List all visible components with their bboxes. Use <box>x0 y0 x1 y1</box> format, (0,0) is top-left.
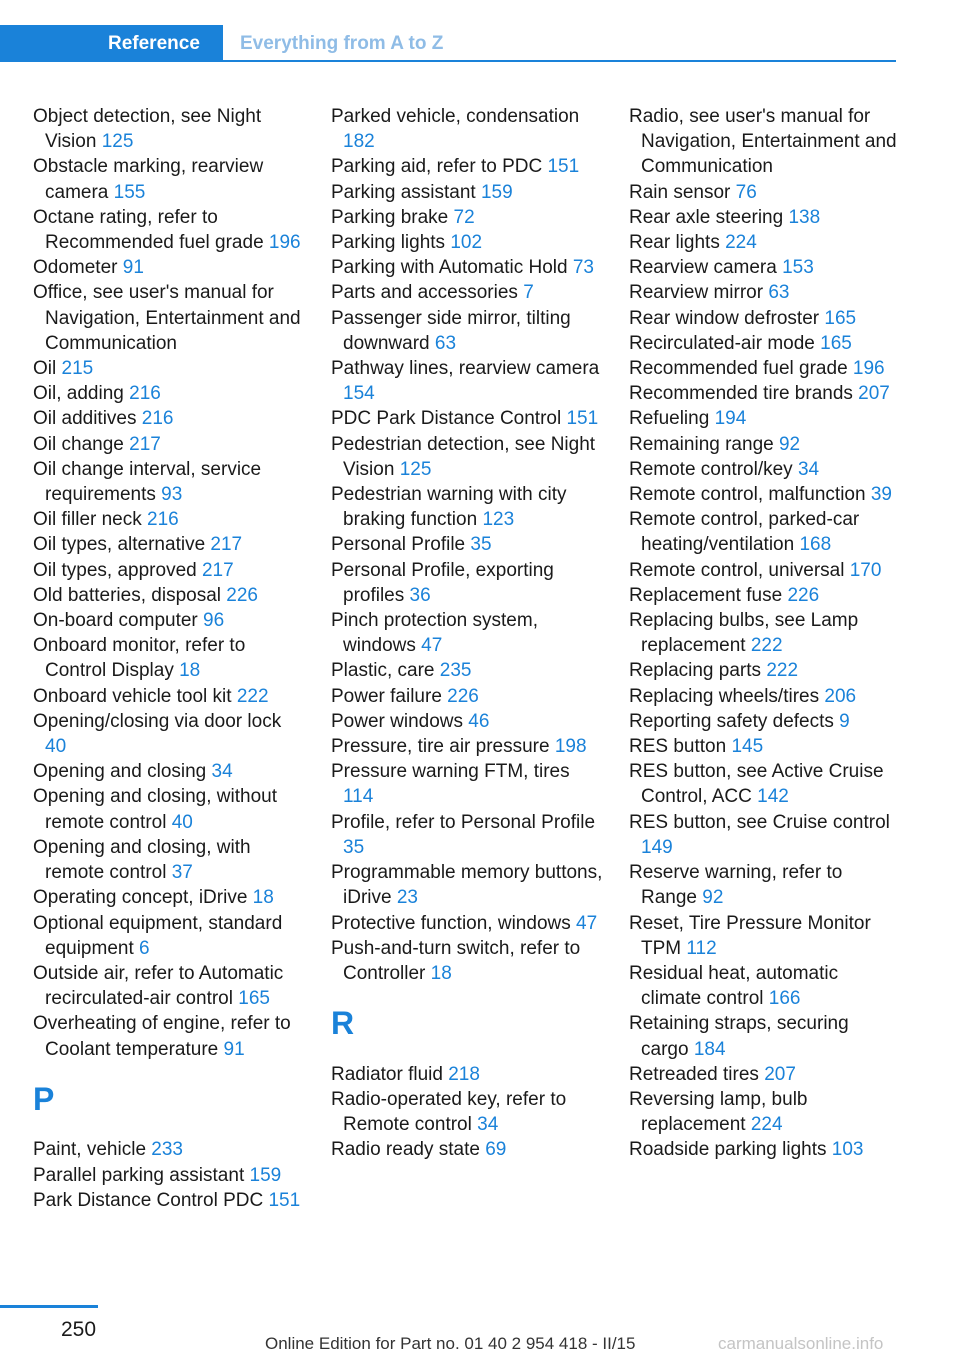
index-entry <box>629 1011 901 1061</box>
index-term: Recirculated-air mode <box>629 332 815 354</box>
page-link[interactable]: 218 <box>448 1063 480 1085</box>
index-entry <box>33 961 303 1011</box>
index-term: Push-and-turn switch, refer to Controller <box>331 937 581 984</box>
page-link[interactable]: 92 <box>778 433 801 455</box>
index-term: Reversing lamp, bulb replacement <box>629 1088 808 1136</box>
index-term: Pinch protection system, windows <box>331 610 538 657</box>
page-link[interactable]: 155 <box>113 181 146 203</box>
page-link[interactable]: 142 <box>757 786 789 808</box>
page-link[interactable]: 165 <box>820 332 852 354</box>
page-link[interactable]: 217 <box>210 534 243 556</box>
index-entry <box>33 684 303 709</box>
index-term: Octane rating, refer to Recommended fuel grade <box>33 206 264 254</box>
index-term: Retaining straps, securing cargo <box>629 1013 849 1060</box>
index-entry <box>629 911 901 961</box>
index-term: Operating concept, iDrive <box>33 887 248 909</box>
index-entry <box>331 810 603 860</box>
index-term: Onboard monitor, refer to Control Display <box>33 635 246 682</box>
index-term: Oil types, approved <box>33 559 197 581</box>
index-term: Pressure, tire air pressure <box>331 736 550 758</box>
page-link[interactable]: 112 <box>686 937 717 959</box>
index-entry <box>629 205 901 230</box>
index-entry <box>331 709 603 734</box>
index-term: Oil <box>33 358 57 380</box>
index-term: Onboard vehicle tool kit <box>33 685 232 707</box>
index-term: Power windows <box>331 710 463 732</box>
page-link[interactable]: 151 <box>566 408 599 430</box>
page-link[interactable]: 76 <box>735 181 757 203</box>
index-entry <box>33 381 303 406</box>
index-entry <box>33 432 303 457</box>
page-link[interactable]: 149 <box>641 836 673 858</box>
page-link[interactable]: 37 <box>171 862 193 884</box>
page-link[interactable]: 6 <box>139 937 150 959</box>
page-link[interactable]: 40 <box>171 811 193 833</box>
index-term: Rear lights <box>629 232 720 254</box>
page-link[interactable]: 216 <box>141 408 174 430</box>
edition-line: Online Edition for Part no. 01 40 2 954 418 - II/15 <box>265 1334 636 1353</box>
index-term: Optional equipment, standard equipment <box>33 912 283 959</box>
page-link[interactable]: 92 <box>702 887 724 909</box>
page-link[interactable]: 103 <box>831 1139 864 1161</box>
index-term: Radio ready state <box>331 1139 480 1161</box>
page-number: 250 <box>61 1318 97 1341</box>
index-term: Programmable memory buttons, iDrive <box>331 862 603 909</box>
index-term: RES button, see Cruise control <box>629 811 890 833</box>
index-entry <box>629 180 901 205</box>
index-entry <box>629 684 901 709</box>
index-entry <box>629 709 901 734</box>
index-entry <box>33 608 303 633</box>
index-term: Rain sensor <box>629 181 731 203</box>
index-term: Opening and closing <box>33 761 207 783</box>
index-entry <box>331 306 603 356</box>
page-link[interactable]: 196 <box>852 358 885 380</box>
page-link[interactable]: 9 <box>839 710 850 732</box>
page-link[interactable]: 151 <box>268 1189 301 1211</box>
page-link[interactable]: 154 <box>343 383 375 405</box>
page-link[interactable]: 159 <box>480 181 513 203</box>
index-entry <box>629 230 901 255</box>
index-term: RES button <box>629 736 727 758</box>
index-letter-heading: P <box>33 1080 55 1117</box>
index-term: Overheating of engine, refer to Coolant temperature <box>33 1013 291 1060</box>
page-header <box>0 25 896 62</box>
page-link[interactable]: 114 <box>343 786 374 808</box>
index-term: Power failure <box>331 685 442 707</box>
index-term: Replacing wheels/tires <box>629 685 820 707</box>
page-link[interactable]: 102 <box>450 232 483 254</box>
index-term: Reset, Tire Pressure Monitor TPM <box>629 912 871 959</box>
page-link[interactable]: 7 <box>523 282 534 304</box>
page-link[interactable]: 18 <box>179 660 201 682</box>
page-link[interactable]: 226 <box>226 584 258 606</box>
page-link[interactable]: 40 <box>45 736 67 758</box>
index-entry <box>33 835 303 885</box>
index-entry <box>331 280 603 305</box>
footer-rule <box>0 1305 98 1308</box>
index-entry <box>33 1188 303 1213</box>
index-entry <box>331 180 603 205</box>
page-link[interactable]: 217 <box>129 433 161 455</box>
page-link[interactable]: 166 <box>768 988 801 1010</box>
page-link[interactable]: 222 <box>236 685 269 707</box>
index-column-2 <box>331 104 603 1163</box>
index-entry <box>331 356 603 406</box>
index-term: Parked vehicle, condensation <box>331 106 580 127</box>
page-link[interactable]: 233 <box>151 1139 183 1161</box>
page-link[interactable]: 165 <box>238 988 270 1010</box>
page-link[interactable]: 125 <box>101 131 134 153</box>
page-link[interactable]: 69 <box>485 1139 507 1161</box>
index-term: Roadside parking lights <box>629 1139 827 1161</box>
index-term: Remote control, parked-car heating/ventilation <box>629 509 860 556</box>
section-tab-reference[interactable]: Reference <box>0 25 223 62</box>
page-link[interactable]: 145 <box>731 736 764 758</box>
index-entry <box>331 860 603 910</box>
page-link[interactable]: 235 <box>439 660 472 682</box>
index-entry <box>629 860 901 910</box>
page-link[interactable]: 18 <box>430 962 452 984</box>
page-link[interactable]: 63 <box>434 332 457 354</box>
index-column-1 <box>33 104 303 1213</box>
index-term: Oil change interval, service requirements <box>33 458 262 506</box>
index-term: Remote control, malfunction <box>629 484 866 506</box>
index-entry <box>33 709 303 759</box>
page-link[interactable]: 206 <box>824 685 857 707</box>
index-entry <box>331 104 603 154</box>
index-entry <box>629 810 901 860</box>
page-link[interactable]: 47 <box>421 635 443 657</box>
index-entry <box>629 356 901 381</box>
index-term: Pedestrian warning with city braking function <box>331 484 567 531</box>
page-link[interactable]: 222 <box>766 660 799 682</box>
index-entry <box>331 658 603 683</box>
index-term: Rear window defroster <box>629 307 820 329</box>
page-link[interactable]: 18 <box>252 887 274 909</box>
page-link[interactable]: 73 <box>572 257 594 279</box>
index-entry <box>629 1062 901 1087</box>
page-link[interactable]: 207 <box>764 1063 796 1085</box>
index-entry <box>33 255 303 280</box>
index-entry <box>33 784 303 834</box>
index-term: Protective function, windows <box>331 912 571 934</box>
page-link[interactable]: 34 <box>477 1114 499 1136</box>
index-term: Opening and closing, with remote control <box>33 836 251 884</box>
index-entry <box>629 961 901 1011</box>
index-term: Pedestrian detection, see Night Vision <box>331 433 596 480</box>
index-term: Personal Profile <box>331 534 466 556</box>
index-term: Recommended fuel grade <box>629 358 848 380</box>
index-entry <box>331 911 603 936</box>
index-term: Oil, adding <box>33 383 124 405</box>
page-link[interactable]: 47 <box>576 912 598 934</box>
index-entry <box>629 1087 901 1137</box>
page-link[interactable]: 35 <box>470 534 492 556</box>
page-link[interactable]: 36 <box>409 584 431 606</box>
page-link[interactable]: 182 <box>343 131 375 153</box>
page-link[interactable]: 224 <box>725 232 757 254</box>
index-entry <box>33 759 303 784</box>
subsection-title: Everything from A to Z <box>240 33 444 54</box>
index-entry <box>33 457 303 507</box>
index-entry <box>33 104 303 154</box>
page-link[interactable]: 196 <box>268 232 301 254</box>
index-entry <box>629 583 901 608</box>
index-entry <box>629 608 901 658</box>
index-entry <box>629 104 901 180</box>
index-term: Parallel parking assistant <box>33 1164 245 1186</box>
index-entry <box>331 1062 603 1087</box>
index-entry <box>33 205 303 255</box>
page-link[interactable]: 39 <box>870 484 892 506</box>
index-term: Replacement fuse <box>629 584 783 606</box>
index-entry <box>33 154 303 204</box>
page-link[interactable]: 222 <box>750 635 783 657</box>
index-term: Radio, see user's manual for Navigation, Entertainment and Communication <box>629 106 897 178</box>
index-entry <box>33 1137 303 1162</box>
page-link[interactable]: 151 <box>547 156 580 178</box>
index-term: Parking lights <box>331 232 446 254</box>
index-term: Reserve warning, refer to Range <box>629 862 843 909</box>
page-link[interactable]: 198 <box>554 736 587 758</box>
index-entry <box>629 457 901 482</box>
index-term: Reporting safety defects <box>629 710 834 732</box>
index-term: Rear axle steering <box>629 206 784 228</box>
index-term: Retreaded tires <box>629 1063 759 1085</box>
header-rule <box>223 60 896 62</box>
index-term: Pressure warning FTM, tires <box>331 761 570 783</box>
index-entry <box>629 381 901 406</box>
index-entry <box>331 734 603 759</box>
index-entry <box>33 1163 303 1188</box>
page-link[interactable]: 165 <box>824 307 857 329</box>
index-term: Passenger side mirror, tilting downward <box>331 307 571 354</box>
index-entry <box>331 1087 603 1137</box>
index-term: Oil change <box>33 433 124 455</box>
page-link[interactable]: 226 <box>787 584 820 606</box>
page-link[interactable]: 226 <box>447 685 479 707</box>
page-link[interactable]: 72 <box>453 206 475 228</box>
index-term: Radiator fluid <box>331 1063 443 1085</box>
index-entry <box>331 230 603 255</box>
index-term: Parking aid, refer to PDC <box>331 156 543 178</box>
index-entry <box>33 356 303 381</box>
index-entry <box>33 558 303 583</box>
index-term: Oil types, alternative <box>33 534 206 556</box>
index-entry <box>331 608 603 658</box>
page-link[interactable]: 35 <box>343 836 365 858</box>
page-link[interactable]: 224 <box>750 1114 783 1136</box>
page-link[interactable]: 34 <box>797 458 820 480</box>
index-term: Oil filler neck <box>33 509 142 531</box>
index-term: Parts and accessories <box>331 282 518 304</box>
index-entry <box>331 532 603 557</box>
index-entry <box>629 406 901 431</box>
index-column-3 <box>629 104 901 1163</box>
index-term: Radio-operated key, refer to Remote control <box>331 1088 567 1136</box>
page-link[interactable]: 91 <box>122 257 144 279</box>
index-term: Opening and closing, without remote control <box>33 786 277 833</box>
index-term: Residual heat, automatic climate control <box>629 962 839 1010</box>
index-entry <box>629 432 901 457</box>
index-entry <box>331 558 603 608</box>
page-link[interactable]: 159 <box>249 1164 282 1186</box>
index-term: Park Distance Control PDC <box>33 1189 264 1211</box>
index-entry <box>331 482 603 532</box>
index-letter-heading: R <box>331 1005 355 1042</box>
page-link[interactable]: 217 <box>201 559 234 581</box>
index-entry <box>629 331 901 356</box>
index-entry <box>331 759 603 809</box>
index-term: Odometer <box>33 257 118 279</box>
index-entry <box>33 532 303 557</box>
index-entry <box>331 432 603 482</box>
page-link[interactable]: 93 <box>161 484 183 506</box>
index-term: Oil additives <box>33 408 137 430</box>
index-entry <box>629 482 901 507</box>
page-link[interactable]: 207 <box>858 383 890 405</box>
page-link[interactable]: 96 <box>203 610 225 632</box>
index-entry <box>33 911 303 961</box>
index-entry <box>629 734 901 759</box>
index-term: Profile, refer to Personal Profile <box>331 811 596 833</box>
index-entry <box>331 936 603 986</box>
index-entry <box>629 1137 901 1162</box>
index-term: Old batteries, disposal <box>33 584 221 606</box>
index-term: Remote control, universal <box>629 559 845 581</box>
page-link[interactable]: 216 <box>129 383 161 405</box>
page-link[interactable]: 123 <box>482 509 515 531</box>
index-term: Recommended tire brands <box>629 383 853 405</box>
index-term: Paint, vehicle <box>33 1139 147 1161</box>
index-term: Object detection, see Night Vision <box>33 106 262 153</box>
index-term: PDC Park Distance Control <box>331 408 562 430</box>
index-term: Plastic, care <box>331 660 435 682</box>
index-entry <box>33 583 303 608</box>
index-entry <box>629 280 901 305</box>
page-link[interactable]: 63 <box>768 282 790 304</box>
index-entry <box>629 306 901 331</box>
index-entry <box>331 684 603 709</box>
index-entry <box>629 558 901 583</box>
index-entry <box>629 658 901 683</box>
index-term: Rearview camera <box>629 257 777 279</box>
index-entry <box>33 1011 303 1061</box>
index-entry <box>33 507 303 532</box>
index-term: Pathway lines, rearview camera <box>331 358 600 380</box>
index-entry <box>33 406 303 431</box>
index-term: On-board computer <box>33 610 198 632</box>
page-link[interactable]: 23 <box>396 887 418 909</box>
page-link[interactable]: 34 <box>211 761 233 783</box>
index-entry <box>629 255 901 280</box>
index-term: Office, see user's manual for Navigation, Entertainment and Communication <box>33 282 301 354</box>
page-link[interactable]: 138 <box>788 206 821 228</box>
index-entry <box>331 1137 603 1162</box>
index-entry <box>331 205 603 230</box>
watermark: carmanualsonline.info <box>718 1334 884 1353</box>
index-entry <box>331 154 603 179</box>
index-term: Remaining range <box>629 433 774 455</box>
page-link[interactable]: 168 <box>799 534 832 556</box>
page-link[interactable]: 153 <box>782 257 814 279</box>
index-term: Parking assistant <box>331 181 476 203</box>
page-link[interactable]: 184 <box>693 1038 726 1060</box>
index-term: Replacing bulbs, see Lamp replacement <box>629 610 859 657</box>
index-entry <box>33 633 303 683</box>
index-term: Obstacle marking, rearview camera <box>33 156 264 203</box>
page-link[interactable]: 194 <box>714 408 747 430</box>
page-link[interactable]: 170 <box>849 559 882 581</box>
page-link[interactable]: 125 <box>399 458 432 480</box>
index-term: Rearview mirror <box>629 282 764 304</box>
page-link[interactable]: 46 <box>468 710 490 732</box>
index-entry <box>629 507 901 557</box>
index-term: Refueling <box>629 408 710 430</box>
index-term: Remote control/key <box>629 458 793 480</box>
index-term: Replacing parts <box>629 660 762 682</box>
index-entry <box>331 406 603 431</box>
index-entry <box>629 759 901 809</box>
index-term: Personal Profile, exporting profiles <box>331 559 554 606</box>
index-term: Parking with Automatic Hold <box>331 257 568 279</box>
index-term: Parking brake <box>331 206 449 228</box>
index-term: RES button, see Active Cruise Control, ACC <box>629 761 884 808</box>
index-term: Opening/closing via door lock <box>33 710 282 732</box>
index-term: Outside air, refer to Automatic recirculated-air control <box>33 962 284 1010</box>
page-link[interactable]: 215 <box>61 358 94 380</box>
page-link[interactable]: 91 <box>223 1038 245 1060</box>
index-entry <box>331 255 603 280</box>
index-entry <box>33 885 303 910</box>
page-link[interactable]: 216 <box>147 509 179 531</box>
index-entry <box>33 280 303 356</box>
